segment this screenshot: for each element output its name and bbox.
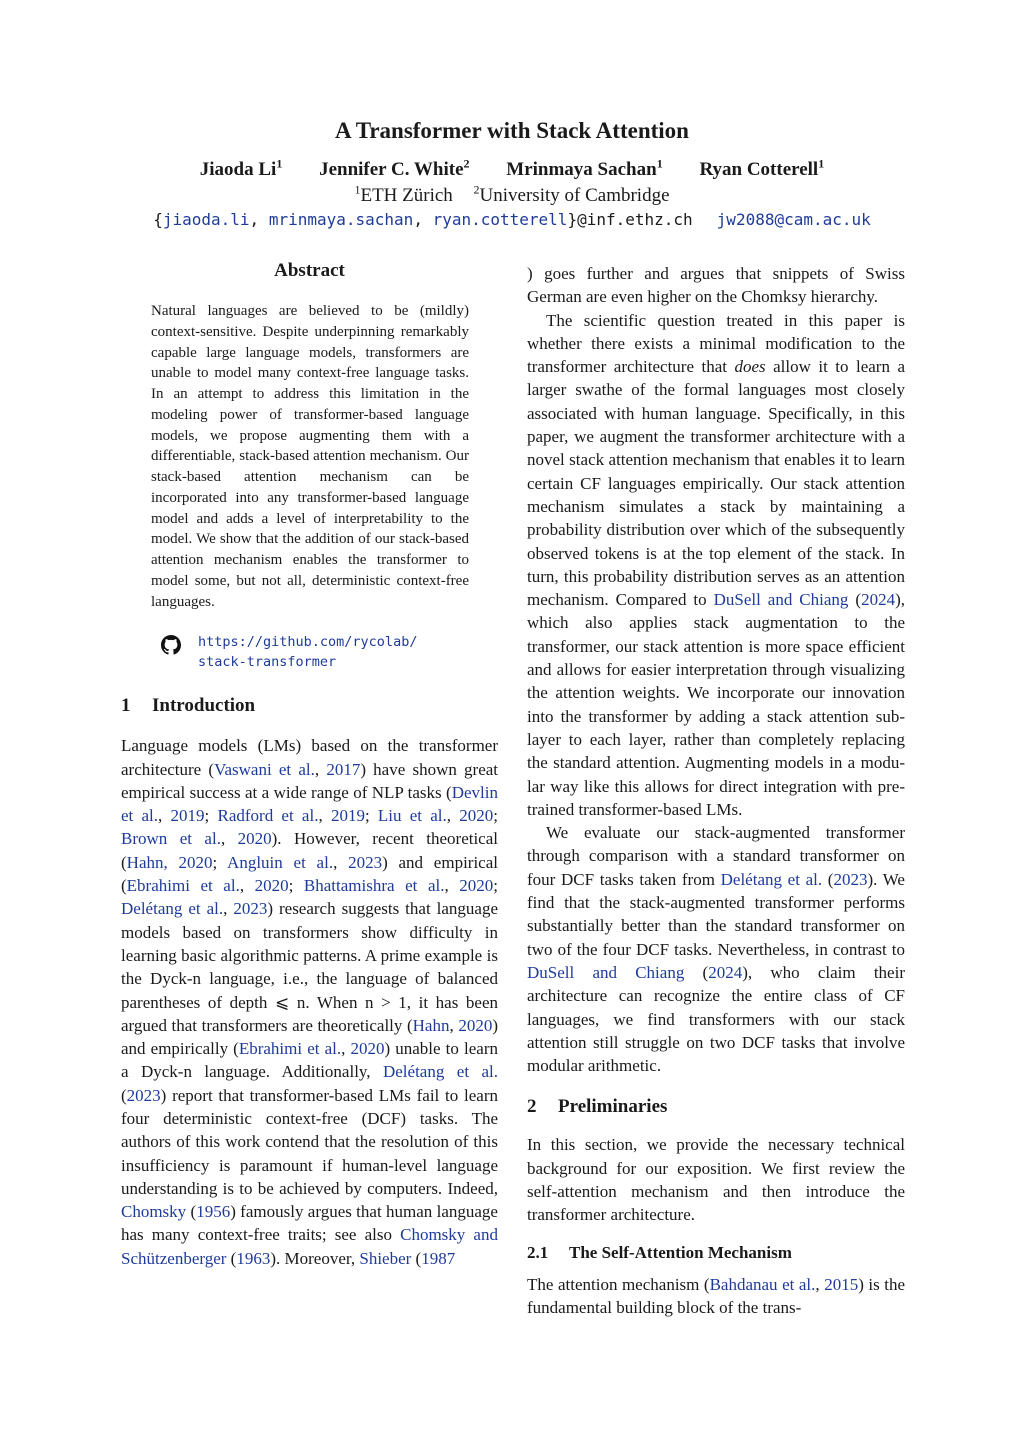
citation-link[interactable]: Chomsky: [121, 1202, 187, 1222]
citation-link[interactable]: Ebrahimi et al.: [238, 1039, 342, 1059]
citation-link[interactable]: 2020: [350, 1039, 385, 1059]
citation-link[interactable]: Vaswani et al.: [214, 759, 315, 779]
text-run: ,: [220, 829, 238, 849]
citation-link[interactable]: Hahn: [412, 1015, 450, 1035]
author-affiliation-mark: 1: [818, 156, 825, 171]
citation-link[interactable]: Ebrahimi et al.: [126, 876, 240, 896]
text-run: ,: [314, 759, 327, 779]
text-run: ) and empirically (: [121, 1015, 498, 1059]
section-heading-preliminaries: [527, 1095, 905, 1119]
text-run: ). Moreover,: [270, 1248, 360, 1268]
citation-link[interactable]: 2024: [708, 962, 743, 982]
section-number: 1: [121, 695, 131, 717]
text-run: ), who claim their architecture can recognize the entire class of CF languages, we find transformers with our stack attention still struggle on two DCF tasks that involve modular arithmetic.: [527, 962, 905, 1076]
author-affiliation-mark: 1: [656, 156, 663, 171]
text-run: ;: [212, 852, 228, 872]
email-brace-open: {: [153, 210, 163, 229]
citation-link[interactable]: 2023: [126, 1085, 161, 1105]
text-run: (: [848, 590, 862, 610]
citation-link[interactable]: Bahdanau et al.: [709, 1274, 816, 1294]
email-link-jiaoda[interactable]: jiaoda.li: [162, 210, 250, 229]
citation-link[interactable]: 2015: [824, 1274, 859, 1294]
author-list: [0, 156, 1024, 181]
citation-link[interactable]: 2024: [861, 590, 896, 610]
citation-link[interactable]: 2017: [326, 759, 361, 779]
citation-link[interactable]: Chomsky and Schützenberger: [121, 1225, 498, 1268]
section-number: 2: [527, 1096, 537, 1118]
text-run: ), which also applies stack augmentation to the transformer, our stack attention is more space efficient and allows for easier interpretation through visualizing the attention weights. We incorporate our innovation into the transformer by adding a stack attention sub-layer to each layer, rather than completely replacing the standard attention. Augmenting models in a modular way like this allows for direct integration with pre-trained transformer-based LMs.: [527, 590, 905, 819]
text-run: ;: [493, 876, 499, 896]
text-run: ) is the fundamental building block of the trans-: [527, 1274, 906, 1317]
citation-link[interactable]: 2020: [459, 876, 494, 896]
citation-link[interactable]: DuSell and Chiang: [527, 962, 685, 982]
author-affiliation-mark: 1: [276, 156, 283, 171]
text-run: ) and empirical (: [121, 852, 498, 896]
citation-link[interactable]: 2020: [459, 806, 494, 826]
author-name: Ryan Cotterell: [699, 159, 819, 180]
text-run: ) unable to learn a Dyck-n language. Additionally,: [121, 1039, 498, 1082]
github-icon: [161, 635, 181, 655]
email-list: {jiaoda.li, mrinmaya.sachan, ryan.cotterell}@inf.ethz.ch jw2088@cam.ac.uk: [153, 210, 871, 229]
text-run: (: [226, 1248, 237, 1268]
citation-link[interactable]: 2019: [330, 806, 365, 826]
text-run: ,: [239, 876, 255, 896]
subsection-title: The Self-Attention Mechanism: [569, 1242, 792, 1262]
author-name: Jiaoda Li: [199, 159, 277, 180]
citation-link[interactable]: 2023: [233, 899, 268, 919]
citation-link[interactable]: Hahn, 2020: [126, 852, 213, 872]
intro-paragraph-2: [527, 309, 905, 822]
section-title: Introduction: [152, 695, 256, 717]
text-run: (: [186, 1202, 197, 1222]
citation-link[interactable]: Devlin et al.: [121, 782, 498, 826]
text-run: (: [822, 869, 834, 889]
left-column: [121, 258, 498, 1270]
section-heading-introduction: [121, 694, 498, 718]
affiliation-number: 1: [354, 182, 361, 197]
text-run: ). We find that the stack-augmented transformer performs substantially better than the standard transformer on two of the four DCF tasks. Nevertheless, in contrast to: [527, 869, 905, 959]
author-1: [199, 156, 283, 180]
preliminaries-paragraph: In this section, we provide the necessary technical background for our exposition. We first review the self-attention mechanism and then introduce the transformer architecture.: [527, 1135, 905, 1225]
text-run: allow it to learn a larger swathe of the formal languages most closely associated with human language. Specifically, in this paper, we augment the transformer architecture with a novel stack attention mechanism that enables it to learn certain CF languages empirically. Our stack attention mechanism simulates a stack by maintaining a probability distribution over which of the subsequently observed tokens is at the top element of the stack. In turn, this probability distribution serves as an attention mechanism. Compared to: [527, 357, 905, 610]
author-name: Jennifer C. White: [319, 159, 464, 180]
text-run: (: [684, 962, 709, 982]
paper-title: A Transformer with Stack Attention: [335, 118, 689, 143]
email-domain: }@inf.ethz.ch: [567, 210, 693, 229]
text-run: ;: [493, 806, 498, 826]
text-run: ;: [364, 806, 378, 826]
abstract-body: Natural languages are believed to be (mildly) context-sensitive. Despite underpinning remarkably capable large language models, transformers are unable to model many context-free language tasks. In an attempt to address this limitation in the modeling power of transformer-based language models, we propose augmenting them with a differentiable, stack-based attention mechanism. Our stack-based attention mechanism can be incorporated into any transformer-based language model and adds a level of interpretability to the model. We show that the addition of our stack-based attention mechanism enables the transformer to model some, but not all, deterministic context-free languages.: [151, 303, 469, 610]
text-run: ,: [158, 806, 171, 826]
text-run: (: [411, 1248, 422, 1268]
repo-link-line-1[interactable]: https://github.com/rycolab/: [198, 634, 418, 651]
affiliation-2: [473, 182, 670, 206]
text-run: ;: [204, 806, 218, 826]
citation-link[interactable]: Delétang et al.: [121, 899, 224, 919]
text-run: ,: [333, 852, 349, 872]
text-run: ,: [449, 1015, 459, 1035]
affiliation-number: 2: [473, 182, 480, 197]
self-attention-paragraph: [527, 1273, 905, 1320]
text-run: (: [121, 1085, 127, 1105]
author-affiliation-mark: 2: [463, 156, 470, 171]
citation-link[interactable]: 1956: [196, 1202, 231, 1222]
citation-link[interactable]: 2020: [254, 876, 289, 896]
affiliation-name: University of Cambridge: [479, 185, 670, 206]
citation-link[interactable]: Angluin et al.: [227, 852, 334, 872]
email-link-ryan[interactable]: ryan.cotterell: [432, 210, 568, 229]
text-run: The attention mechanism (: [527, 1274, 710, 1294]
author-4: [699, 156, 825, 180]
citation-link[interactable]: Delétang et al.: [382, 1062, 498, 1082]
citation-link[interactable]: 2020: [458, 1015, 493, 1035]
emphasis: does: [734, 357, 766, 377]
citation-link[interactable]: 2019: [170, 806, 205, 826]
email-link-mrinmaya[interactable]: mrinmaya.sachan: [268, 210, 414, 229]
author-3: [506, 156, 663, 180]
citation-link[interactable]: Brown et al.: [121, 829, 221, 849]
affiliation-list: [0, 182, 1024, 207]
text-run: ;: [288, 876, 304, 896]
text-run: ,: [444, 876, 460, 896]
text-run: ) research suggests that language models based on transformers show difficulty in learning basic algorithmic patterns. A prime example is the Dyck-n language, i.e., the language of balanced parentheses of depth ⩽ n. When n > 1, it has been argued that transformers are theoretically (: [121, 899, 499, 1035]
text-run: ,: [318, 806, 331, 826]
text-run: ) report that transformer-based LMs fail to learn four deterministic context-free (DCF) tasks. The authors of this work contend that the resolution of this insufficiency is paramount if human-level language understanding is to be achieved by computers. Indeed,: [121, 1085, 498, 1198]
citation-link[interactable]: Delétang et al.: [720, 869, 823, 889]
text-run: The scientific question treated in this paper is whether there exists a minimal modification to the transformer architecture that: [527, 310, 905, 377]
affiliation-name: ETH Zürich: [360, 185, 453, 206]
section-title: Preliminaries: [558, 1096, 668, 1118]
text-run: We evaluate our stack-augmented transformer through comparison with a standard transformer on four DCF tasks taken from: [527, 823, 905, 889]
author-2: [319, 156, 470, 180]
repository-link-block: [161, 632, 498, 672]
abstract-heading: Abstract: [274, 260, 345, 281]
text-run: ,: [446, 806, 460, 826]
citation-link[interactable]: 2023: [348, 852, 383, 872]
intro-paragraph-3: [527, 821, 905, 1077]
text-run: ,: [223, 899, 234, 919]
citation-link[interactable]: 2020: [237, 829, 272, 849]
citation-link[interactable]: Bhattamishra et al.: [303, 876, 445, 896]
text-run: ) goes further and argues that snippets of Swiss German are even higher on the Chomksy hierarchy.: [527, 264, 905, 307]
citation-link[interactable]: DuSell and Chiang: [713, 590, 849, 610]
citation-link[interactable]: Radford et al.: [217, 806, 319, 826]
text-run: ). However, recent theoretical (: [121, 829, 498, 872]
affiliation-1: [354, 182, 453, 206]
subsection-number: 2.1: [527, 1242, 549, 1262]
intro-paragraph-1-continued: [527, 262, 905, 309]
subsection-heading-self-attention: [527, 1241, 905, 1265]
text-run: ,: [341, 1039, 351, 1059]
author-name: Mrinmaya Sachan: [506, 159, 657, 180]
repo-link-line-2[interactable]: stack-transformer: [198, 654, 337, 671]
citation-link[interactable]: 1987: [421, 1248, 456, 1268]
text-run: ) famously argues that human language has many context-free traits; see also: [121, 1202, 498, 1245]
email-link-jennifer[interactable]: jw2088@cam.ac.uk: [716, 210, 871, 229]
citation-link[interactable]: Liu et al.: [377, 806, 447, 826]
citation-link[interactable]: Shieber: [359, 1248, 412, 1268]
citation-link[interactable]: 1963: [236, 1248, 271, 1268]
right-column: [527, 262, 905, 1319]
citation-link[interactable]: 2023: [833, 869, 868, 889]
intro-paragraph-1: [121, 734, 498, 1270]
text-run: Language models (LMs) based on the transformer architecture (: [121, 736, 498, 779]
text-run: ,: [815, 1274, 825, 1294]
github-repo-link[interactable]: [198, 632, 417, 672]
text-run: ) have shown great empirical success at a wide range of NLP tasks (: [121, 759, 499, 802]
